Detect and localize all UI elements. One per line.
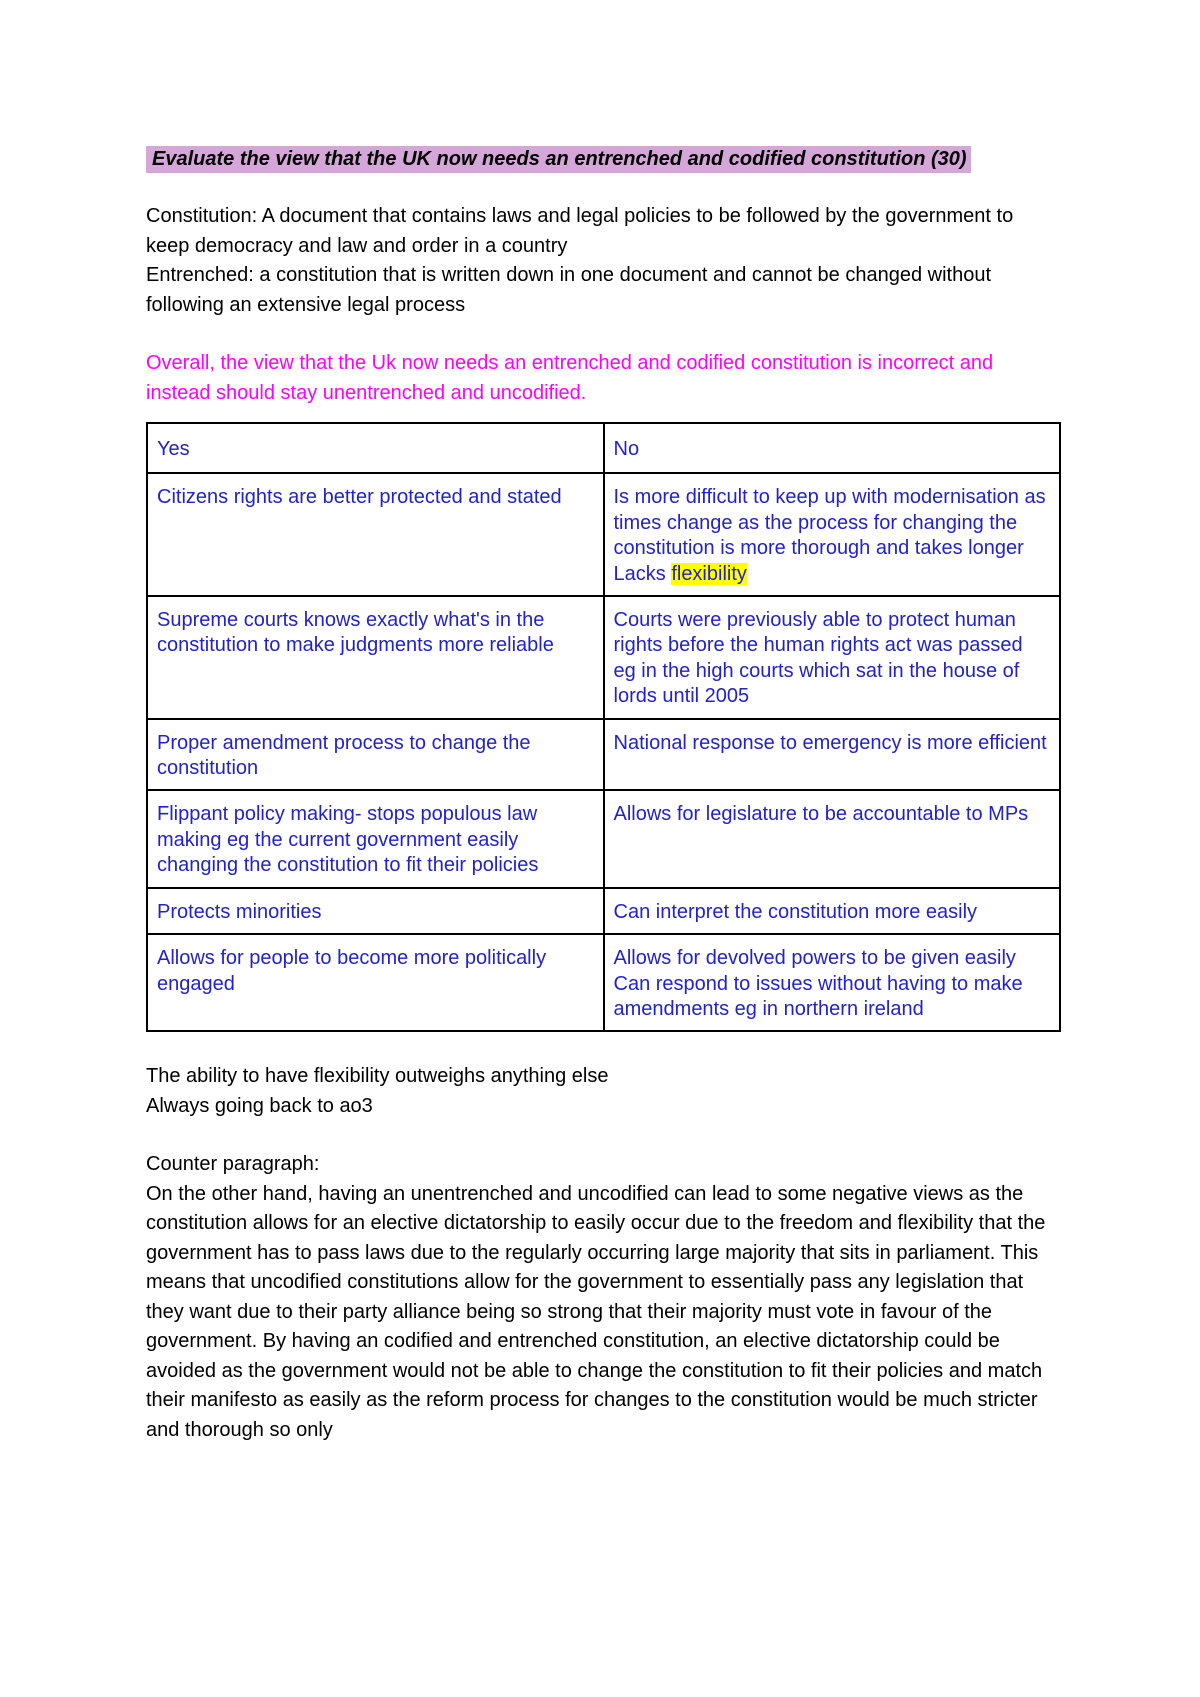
table-row: [147, 934, 1060, 1031]
notes-block: [146, 1062, 1061, 1121]
definition-constitution: Constitution: A document that contains laws and legal policies to be followed by the government to keep democracy and law and order in a country: [146, 205, 1014, 257]
no-cell: [604, 719, 1061, 791]
no-cell: [604, 473, 1061, 596]
cell-text: Lacks: [613, 562, 672, 585]
cell-text: Allows for legislature to be accountable to MPs: [613, 803, 1029, 826]
cell-text: Allows for people to become more politically engaged: [157, 947, 547, 995]
yes-cell: [147, 790, 604, 887]
yes-cell: [147, 473, 604, 596]
definition-entrenched: Entrenched: a constitution that is written down in one document and cannot be changed without following an extensive legal process: [146, 264, 991, 316]
no-cell: [604, 596, 1061, 719]
cell-text: Can respond to issues without having to make amendments eg in northern ireland: [613, 972, 1023, 1020]
cell-text: Is more difficult to keep up with modernisation as times change as the process for changing the constitution is more thorough and takes longer: [613, 486, 1046, 560]
table-row: [147, 719, 1060, 791]
highlighted-word: flexibility: [671, 562, 747, 585]
header-no: No: [604, 423, 1061, 473]
note-line: The ability to have flexibility outweighs anything else: [146, 1065, 609, 1088]
table-header-row: [147, 423, 1060, 473]
table-row: [147, 790, 1060, 887]
counter-heading: Counter paragraph:: [146, 1153, 320, 1176]
header-yes: Yes: [147, 423, 604, 473]
yes-cell: [147, 719, 604, 791]
yes-no-table: [146, 422, 1061, 1032]
cell-text: Protects minorities: [157, 900, 322, 923]
cell-text: Supreme courts knows exactly what's in the constitution to make judgments more reliable: [157, 609, 554, 657]
no-cell: [604, 934, 1061, 1031]
cell-text: Courts were previously able to protect human rights before the human rights act was passed eg in the high courts which sat in the house of lords until 2005: [613, 609, 1023, 708]
counter-paragraph: On the other hand, having an unentrenched and uncodified can lead to some negative views as the constitution allows for an elective dictatorship to easily occur due to the freedom and flexibility that the government has to pass laws due to the regularly occurring large majority that sits in parliament. This means that uncodified constitutions allow for the government to essentially pass any legislation that they want due to their party alliance being so strong that their majority must vote in favour of the government. By having an codified and entrenched constitution, an elective dictatorship could be avoided as the government would not be able to change the constitution to fit their policies and match their manifesto as easily as the reform process for changes to the constitution would be much stricter and thorough so only: [146, 1182, 1046, 1441]
table-row: [147, 596, 1060, 719]
cell-text: National response to emergency is more efficient: [613, 731, 1047, 754]
yes-cell: [147, 934, 604, 1031]
cell-text: Citizens rights are better protected and stated: [157, 486, 562, 509]
spacer: [146, 320, 1061, 349]
note-line: Always going back to ao3: [146, 1094, 373, 1117]
cell-text: Allows for devolved powers to be given easily: [613, 947, 1016, 970]
no-cell: [604, 790, 1061, 887]
conclusion-statement: Overall, the view that the Uk now needs an entrenched and codified constitution is incorrect and instead should stay unentrenched and uncodified.: [146, 352, 994, 404]
yes-cell: [147, 596, 604, 719]
yes-cell: [147, 888, 604, 934]
document-page: [146, 146, 1061, 1445]
no-cell: [604, 888, 1061, 934]
spacer: [146, 1121, 1061, 1150]
cell-text: Proper amendment process to change the constitution: [157, 731, 531, 780]
table-row: [147, 473, 1060, 596]
essay-title: Evaluate the view that the UK now needs an entrenched and codified constitution (30): [146, 146, 971, 173]
table-row: [147, 888, 1060, 934]
spacer: [146, 173, 1061, 202]
cell-text: Flippant policy making- stops populous law making eg the current government easily changing the constitution to fit their policies: [157, 803, 539, 877]
cell-text: Can interpret the constitution more easily: [613, 900, 978, 923]
